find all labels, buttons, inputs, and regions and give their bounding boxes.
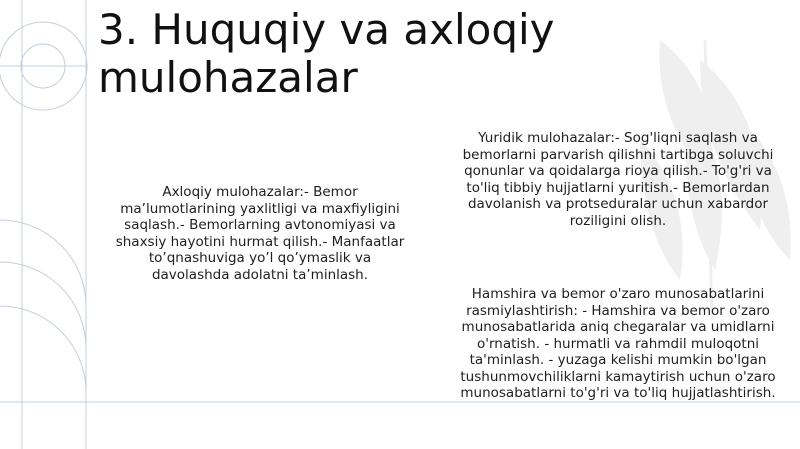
ethical-considerations-text: Axloqiy mulohazalar:- Bemor ma’lumotlarining yaxlitligi va maxfiyligini saqlash.- Bemorlarning avtonomiyasi va shaxsiy hayotini hurmat qilish.- Manfaatlar to’qnashuviga yo’l qo’ymaslik va davolashda adolatni ta’minlash. [115,184,405,283]
slide-title: 3. Huquqiy va axloqiy mulohazalar [98,5,555,102]
legal-considerations-text: Yuridik mulohazalar:- Sog'liqni saqlash va bemorlarni parvarish qilishni tartibga soluvchi qonunlar va qoidalarga rioya qilish.- To'g'ri va to'liq tibbiy hujjatlarni yuritish.- Bemorlardan davolanish va protseduralar uchun xabardor roziligini olish. [462,130,774,229]
nurse-patient-relationship-text: Hamshira va bemor o'zaro munosabatlarini rasmiylashtirish: - Hamshira va bemor o'zaro munosabatlarida aniq chegaralar va umidlarni o'rnatish. - hurmatli va rahmdil muloqotni ta'minlash. - yuzaga kelishi mumkin bo'lgan tushunmovchiliklarni kamaytirish uchun o'zaro munosabatlarni to'g'ri va to'liq hujjatlashtirish. [460,286,776,401]
